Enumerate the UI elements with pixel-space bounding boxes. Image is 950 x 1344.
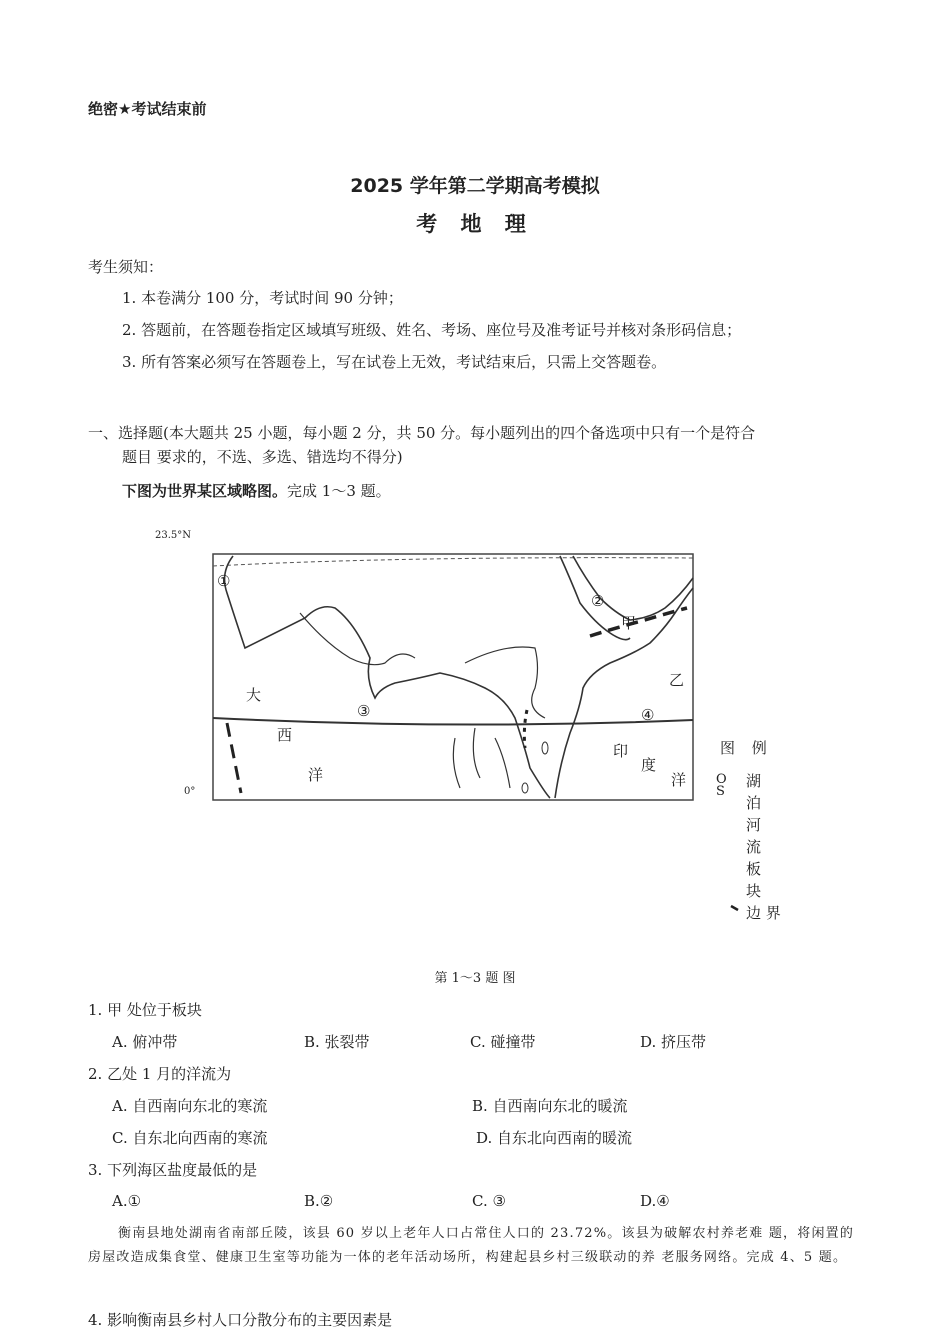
option[interactable]: A. 俯冲带 [112,1033,178,1051]
option[interactable]: C. ③ [472,1192,506,1210]
mid-atlantic-boundary [227,723,241,793]
label-da: 大 [246,686,262,704]
legend-item: 板 [746,860,762,878]
label-du: 度 [641,756,657,774]
figure-caption: 第 1～3 题 图 [434,971,516,986]
rift-boundary-line [524,710,527,748]
option[interactable]: D. 挤压带 [640,1033,707,1051]
notice-item: 1. 本卷满分 100 分，考试时间 90 分钟； [122,289,403,307]
option[interactable]: B.② [304,1192,334,1210]
intro-bold: 下图为世界某区域略图。 [122,482,288,500]
intro-rest: 完成 1～3 题。 [287,482,391,500]
niger-river [300,613,415,665]
marker-2: ② [591,592,605,610]
legend-title: 图 例 [720,739,773,757]
confidential-mark: 绝密★考试结束前 [88,100,207,118]
notice-item: 2. 答题前，在答题卷指定区域填写班级、姓名、考场、座位号及准考证号并核对条形码信息； [122,321,742,339]
congo-rivers [453,728,510,788]
legend-item: 泊 [746,794,762,812]
label-yi: 乙 [669,671,685,689]
marker-4: ④ [641,706,655,724]
question-stem: 2. 乙处 1 月的洋流为 [88,1065,232,1083]
nile-river-a [465,647,545,718]
option[interactable]: A.① [112,1192,142,1210]
option[interactable]: C. 自东北向西南的寒流 [112,1129,268,1147]
option[interactable]: B. 自西南向东北的暖流 [472,1097,628,1115]
label-jia: 甲 [621,614,637,632]
latitude-top-label: 23.5°N [155,530,192,541]
section-heading: 一、选择题(本大题共 25 小题，每小题 2 分，共 50 分。每小题列出的四个备选项中只有一个是符合 [88,424,756,442]
option[interactable]: A. 自西南向东北的寒流 [112,1097,268,1115]
option[interactable]: D.④ [640,1192,670,1210]
label-yin: 印 [613,742,629,760]
option[interactable]: D. 自东北向西南的暖流 [476,1129,633,1147]
equator-line [213,718,693,725]
legend-item: 湖 [746,772,762,790]
label-yang-atlantic: 洋 [308,766,324,784]
marker-3: ③ [357,702,371,720]
option[interactable]: C. 碰撞带 [470,1033,536,1051]
label-yang-indian: 洋 [671,771,687,789]
legend-item: 边 界 [746,904,781,922]
lake-symbol [522,783,528,793]
reading-passage: 衡南县地处湖南省南部丘陵，该县 60 岁以上老年人口占常住人口的 23.72%。该县为破解农村养老难 题，将闲置的房屋改造成集食堂、健康卫生室等功能为一体的老年活动场所，构建起县乡村三级联动的养 老服务网络。完成 4、5 题。 [88,1226,855,1265]
map-frame [213,554,693,800]
coastline-west [225,556,550,798]
latitude-equator-label: 0° [184,786,196,797]
label-xi: 西 [277,726,293,744]
option[interactable]: B. 张裂带 [304,1033,370,1051]
question-stem: 3. 下列海区盐度最低的是 [88,1161,258,1179]
legend-items [746,770,781,924]
section-heading-cont: 题目 要求的，不选、多选、错选均不得分) [122,448,403,466]
question-intro [122,480,391,501]
boundary-legend-mark [730,904,740,912]
exam-subject: 考 地 理 [416,212,534,236]
marker-1: ① [217,572,231,590]
legend-item: 河 [746,816,762,834]
legend-item: 块 [746,882,762,900]
plate-boundary-line [590,608,687,636]
notice-item: 3. 所有答案必须写在答题卷上，写在试卷上无效，考试结束后，只需上交答题卷。 [122,353,667,371]
legend-symbols: OS [716,772,727,799]
legend-item: 流 [746,838,762,856]
lake-symbol [542,742,548,754]
red-sea-east [573,556,693,620]
notice-heading: 考生须知： [88,258,164,276]
question-stem: 4. 影响衡南县乡村人口分散分布的主要因素是 [88,1311,393,1329]
question-stem: 1. 甲 处位于板块 [88,1001,202,1019]
exam-title: 2025 学年第二学期高考模拟 [350,175,600,197]
region-map [205,548,700,808]
tropic-line [213,558,693,566]
